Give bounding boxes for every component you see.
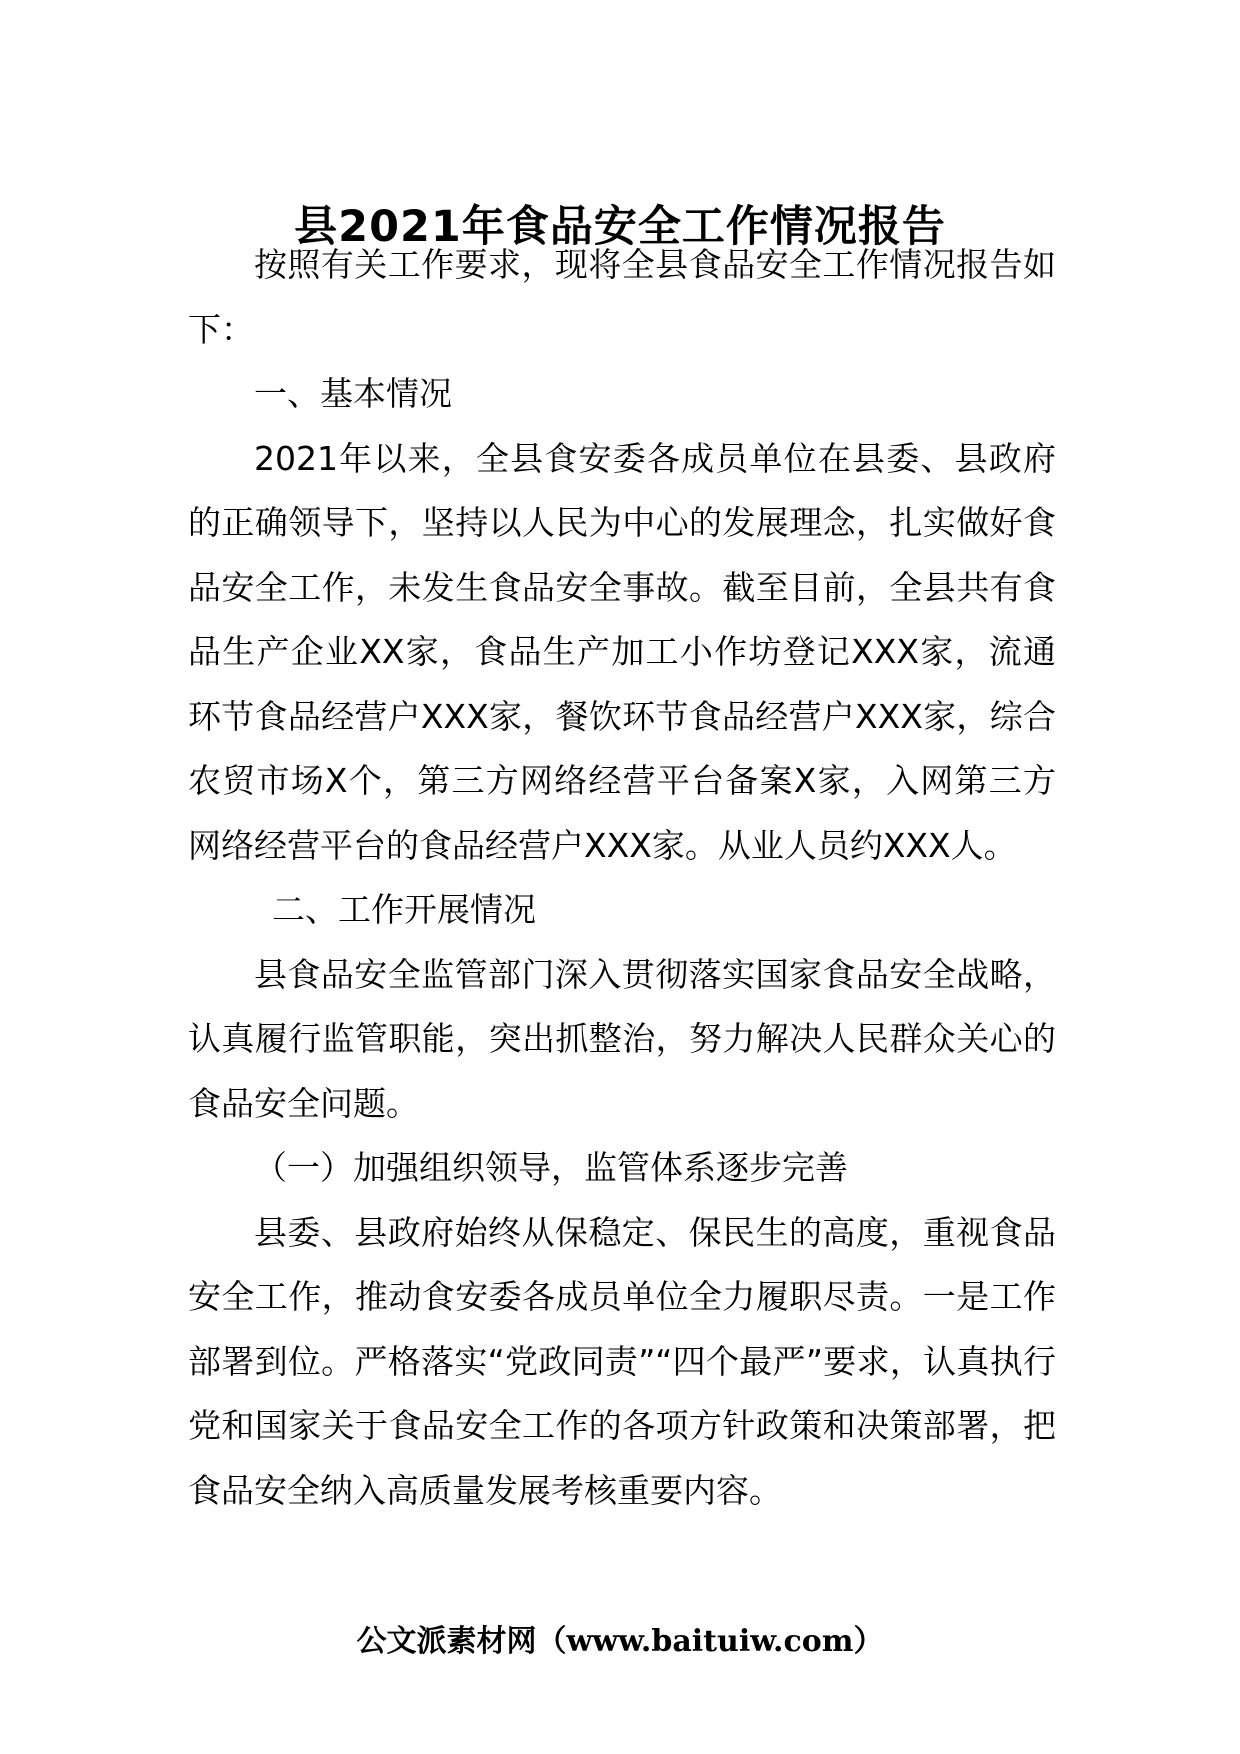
subsection-heading-organization: （一）加强组织领导，监管体系逐步完善 (254, 1148, 848, 1187)
document-title: 县2021年食品安全工作情况报告 (294, 201, 946, 252)
watermark-footer: 公文派素材网（www.baituiw.com） (356, 1624, 884, 1659)
section-heading-basic-situation: 一、基本情况 (254, 374, 452, 413)
work-progress-paragraph: 县食品安全监管部门深入贯彻落实国家食品安全战略，认真履行监管职能，突出抓整治，努力解决人民群众关心的食品安全问题。 (188, 954, 1056, 1123)
basic-situation-paragraph: 2021年以来，全县食安委各成员单位在县委、县政府的正确领导下，坚持以人民为中心的发展理念，扎实做好食品安全工作，未发生食品安全事故。截至目前，全县共有食品生产企业XX家，食品生产加工小作坊登记XXX家，流通环节食品经营户XXX家，餐饮环节食品经营户XXX家，综合农贸市场X个，第三方网络经营平台备案X家，入网第三方网络经营平台的食品经营户XXX家。从业人员约XXX人。 (188, 438, 1056, 865)
document-body (188, 233, 1056, 1523)
organization-paragraph: 县委、县政府始终从保稳定、保民生的高度，重视食品安全工作，推动食安委各成员单位全力履职尽责。一是工作部署到位。严格落实“党政同责”“四个最严”要求，认真执行党和国家关于食品安全工作的各项方针政策和决策部署，把食品安全纳入高质量发展考核重要内容。 (188, 1212, 1056, 1510)
section-heading-work-progress: 二、工作开展情况 (272, 890, 536, 929)
intro-paragraph: 按照有关工作要求，现将全县食品安全工作情况报告如下： (188, 245, 1056, 349)
